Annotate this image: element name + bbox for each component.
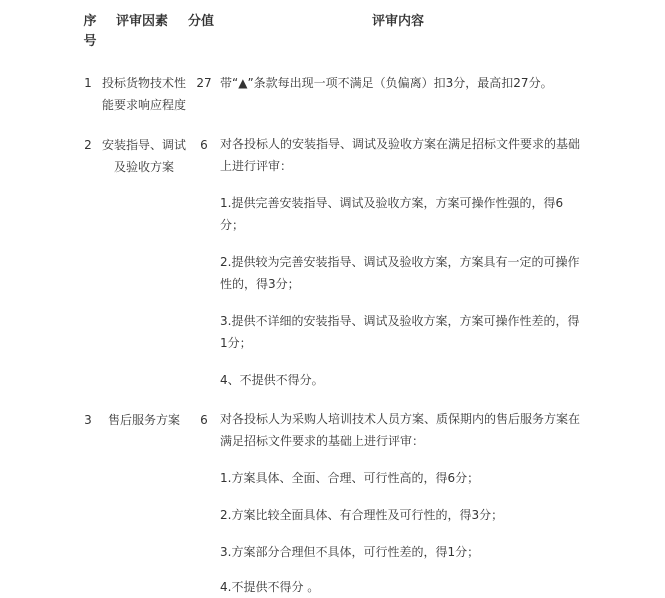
row-3-content-p4: 3.方案部分合理但不具体，可行性差的，得1分； xyxy=(220,545,480,559)
row-3-no: 3 xyxy=(84,413,92,427)
header-factor: 评审因素 xyxy=(116,14,169,29)
row-2-factor xyxy=(98,135,190,177)
row-2-content-p3: 2.提供较为完善安装指导、调试及验收方案，方案具有一定的可操作性的，得3分； xyxy=(220,255,580,291)
row-2-factor-line2: 及验收方案 xyxy=(113,160,174,174)
row-2-content-p2: 1.提供完善安装指导、调试及验收方案，方案可操作性强的，得6分； xyxy=(220,196,564,232)
row-3-content-p3: 2.方案比较全面具体、有合理性及可行性的，得3分； xyxy=(220,508,504,522)
row-3-factor-line1: 售后服务方案 xyxy=(107,413,180,427)
row-1-score: 27 xyxy=(196,76,212,90)
row-1-no: 1 xyxy=(84,76,92,90)
row-3-content-p5: 4.不提供不得分 。 xyxy=(220,580,320,594)
row-1-factor-line1: 投标货物技术性 xyxy=(101,76,186,90)
row-3-content-p1: 对各投标人为采购人培训技术人员方案、质保期内的售后服务方案在满足招标文件要求的基础上进行评审： xyxy=(220,412,581,448)
header-score: 分值 xyxy=(188,14,215,29)
row-2-no: 2 xyxy=(84,138,92,152)
row-2-content-p1: 对各投标人的安装指导、调试及验收方案在满足招标文件要求的基础上进行评审： xyxy=(220,137,581,173)
header-no-line2: 号 xyxy=(83,34,97,49)
row-2-content-p4: 3.提供不详细的安装指导、调试及验收方案，方案可操作性差的，得1分； xyxy=(220,314,580,350)
row-3-content-p2: 1.方案具体、全面、合理、可行性高的，得6分； xyxy=(220,471,480,485)
row-2-content-p5: 4、不提供不得分。 xyxy=(220,373,324,387)
row-1-factor xyxy=(98,73,190,115)
row-2-factor-line1: 安装指导、调试 xyxy=(101,138,186,152)
header-no xyxy=(80,12,100,52)
header-no-line1: 序 xyxy=(83,14,97,29)
row-3-factor xyxy=(98,410,190,430)
row-3-score: 6 xyxy=(200,413,208,427)
header-content: 评审内容 xyxy=(372,14,425,29)
row-2-score: 6 xyxy=(200,138,208,152)
row-1-content-p1: 带“▲”条款每出现一项不满足（负偏离）扣3分，最高扣27分。 xyxy=(220,76,553,90)
row-1-factor-line2: 能要求响应程度 xyxy=(101,98,186,112)
